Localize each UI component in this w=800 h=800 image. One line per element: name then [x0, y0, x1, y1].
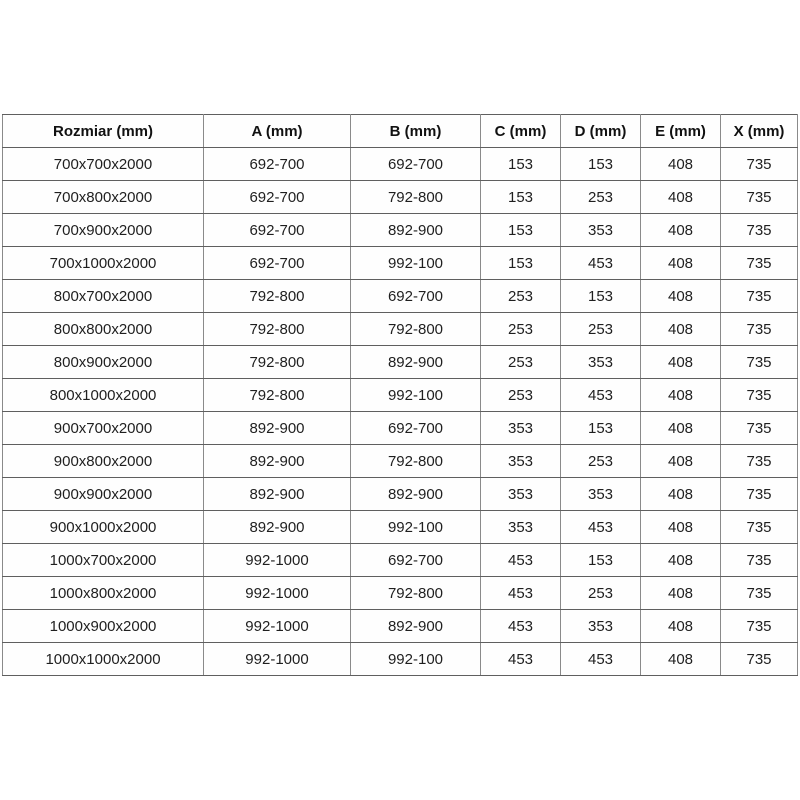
table-cell: 453	[561, 511, 641, 544]
table-cell: 792-800	[204, 379, 351, 412]
table-row	[3, 412, 798, 445]
table-cell: 453	[481, 544, 561, 577]
table-cell: 1000x900x2000	[3, 610, 204, 643]
table-row	[3, 610, 798, 643]
table-cell: 153	[561, 412, 641, 445]
table-cell: 692-700	[204, 181, 351, 214]
table-row	[3, 148, 798, 181]
column-header-rozmiar: Rozmiar (mm)	[3, 115, 204, 148]
table-cell: 892-900	[351, 478, 481, 511]
table-cell: 792-800	[204, 346, 351, 379]
table-cell: 353	[481, 412, 561, 445]
table-cell: 800x700x2000	[3, 280, 204, 313]
table-cell: 153	[481, 148, 561, 181]
table-cell: 253	[481, 313, 561, 346]
table-cell: 408	[641, 643, 721, 676]
table-cell: 992-100	[351, 511, 481, 544]
table-cell: 692-700	[204, 247, 351, 280]
table-cell: 992-1000	[204, 544, 351, 577]
table-cell: 735	[721, 610, 798, 643]
table-cell: 453	[481, 643, 561, 676]
table-cell: 735	[721, 214, 798, 247]
table-cell: 700x1000x2000	[3, 247, 204, 280]
table-cell: 735	[721, 412, 798, 445]
table-cell: 892-900	[204, 478, 351, 511]
table-cell: 700x700x2000	[3, 148, 204, 181]
table-cell: 253	[481, 346, 561, 379]
column-header-d: D (mm)	[561, 115, 641, 148]
table-cell: 353	[561, 610, 641, 643]
table-cell: 792-800	[351, 445, 481, 478]
table-cell: 892-900	[351, 346, 481, 379]
table-cell: 408	[641, 478, 721, 511]
table-row	[3, 445, 798, 478]
table-cell: 408	[641, 313, 721, 346]
table-cell: 992-1000	[204, 610, 351, 643]
table-cell: 153	[481, 214, 561, 247]
table-cell: 408	[641, 577, 721, 610]
table-cell: 692-700	[351, 280, 481, 313]
table-cell: 253	[561, 313, 641, 346]
table-cell: 1000x800x2000	[3, 577, 204, 610]
table-cell: 408	[641, 445, 721, 478]
table-cell: 353	[481, 511, 561, 544]
table-cell: 408	[641, 412, 721, 445]
table-row	[3, 313, 798, 346]
table-cell: 800x800x2000	[3, 313, 204, 346]
table-cell: 735	[721, 478, 798, 511]
table-row	[3, 346, 798, 379]
table-cell: 735	[721, 643, 798, 676]
table-cell: 692-700	[351, 148, 481, 181]
table-cell: 692-700	[204, 214, 351, 247]
table-cell: 735	[721, 577, 798, 610]
table-cell: 900x700x2000	[3, 412, 204, 445]
table-row	[3, 544, 798, 577]
table-cell: 735	[721, 346, 798, 379]
table-cell: 408	[641, 544, 721, 577]
column-header-x: X (mm)	[721, 115, 798, 148]
size-spec-table-container	[2, 114, 797, 676]
table-cell: 735	[721, 280, 798, 313]
table-cell: 992-1000	[204, 643, 351, 676]
table-cell: 253	[481, 379, 561, 412]
table-row	[3, 214, 798, 247]
column-header-b: B (mm)	[351, 115, 481, 148]
table-cell: 408	[641, 247, 721, 280]
column-header-c: C (mm)	[481, 115, 561, 148]
table-cell: 892-900	[204, 445, 351, 478]
table-cell: 153	[561, 544, 641, 577]
size-spec-table	[2, 114, 798, 676]
table-cell: 900x800x2000	[3, 445, 204, 478]
table-cell: 253	[561, 181, 641, 214]
table-cell: 453	[481, 577, 561, 610]
table-body	[3, 148, 798, 676]
table-cell: 408	[641, 379, 721, 412]
table-cell: 735	[721, 379, 798, 412]
table-cell: 892-900	[204, 511, 351, 544]
table-cell: 253	[481, 280, 561, 313]
table-cell: 453	[481, 610, 561, 643]
table-cell: 992-100	[351, 643, 481, 676]
table-cell: 792-800	[351, 181, 481, 214]
table-row	[3, 643, 798, 676]
table-cell: 453	[561, 643, 641, 676]
table-cell: 353	[561, 346, 641, 379]
table-cell: 408	[641, 346, 721, 379]
table-cell: 253	[561, 445, 641, 478]
table-cell: 408	[641, 181, 721, 214]
table-cell: 735	[721, 181, 798, 214]
table-cell: 900x1000x2000	[3, 511, 204, 544]
table-cell: 408	[641, 214, 721, 247]
table-cell: 735	[721, 148, 798, 181]
column-header-a: A (mm)	[204, 115, 351, 148]
table-row	[3, 511, 798, 544]
table-cell: 408	[641, 511, 721, 544]
table-cell: 735	[721, 247, 798, 280]
table-cell: 153	[481, 181, 561, 214]
column-header-e: E (mm)	[641, 115, 721, 148]
table-cell: 692-700	[351, 412, 481, 445]
table-cell: 735	[721, 445, 798, 478]
table-cell: 792-800	[351, 313, 481, 346]
table-cell: 1000x700x2000	[3, 544, 204, 577]
table-cell: 692-700	[204, 148, 351, 181]
table-cell: 453	[561, 247, 641, 280]
table-cell: 792-800	[204, 313, 351, 346]
table-cell: 700x800x2000	[3, 181, 204, 214]
table-cell: 1000x1000x2000	[3, 643, 204, 676]
table-cell: 792-800	[351, 577, 481, 610]
table-cell: 992-100	[351, 247, 481, 280]
table-cell: 892-900	[351, 214, 481, 247]
table-cell: 408	[641, 148, 721, 181]
table-cell: 353	[561, 478, 641, 511]
table-cell: 353	[481, 445, 561, 478]
header-row	[3, 115, 798, 148]
table-cell: 692-700	[351, 544, 481, 577]
table-cell: 453	[561, 379, 641, 412]
table-cell: 353	[481, 478, 561, 511]
table-cell: 800x1000x2000	[3, 379, 204, 412]
table-cell: 892-900	[351, 610, 481, 643]
table-cell: 353	[561, 214, 641, 247]
table-row	[3, 247, 798, 280]
table-cell: 892-900	[204, 412, 351, 445]
table-cell: 700x900x2000	[3, 214, 204, 247]
table-cell: 992-100	[351, 379, 481, 412]
table-cell: 408	[641, 610, 721, 643]
table-row	[3, 181, 798, 214]
table-cell: 900x900x2000	[3, 478, 204, 511]
table-cell: 153	[561, 280, 641, 313]
table-cell: 992-1000	[204, 577, 351, 610]
table-row	[3, 577, 798, 610]
table-cell: 735	[721, 313, 798, 346]
table-cell: 792-800	[204, 280, 351, 313]
table-cell: 735	[721, 511, 798, 544]
table-cell: 253	[561, 577, 641, 610]
table-row	[3, 478, 798, 511]
table-cell: 800x900x2000	[3, 346, 204, 379]
table-cell: 153	[561, 148, 641, 181]
table-cell: 735	[721, 544, 798, 577]
table-cell: 408	[641, 280, 721, 313]
table-cell: 153	[481, 247, 561, 280]
table-row	[3, 379, 798, 412]
table-row	[3, 280, 798, 313]
